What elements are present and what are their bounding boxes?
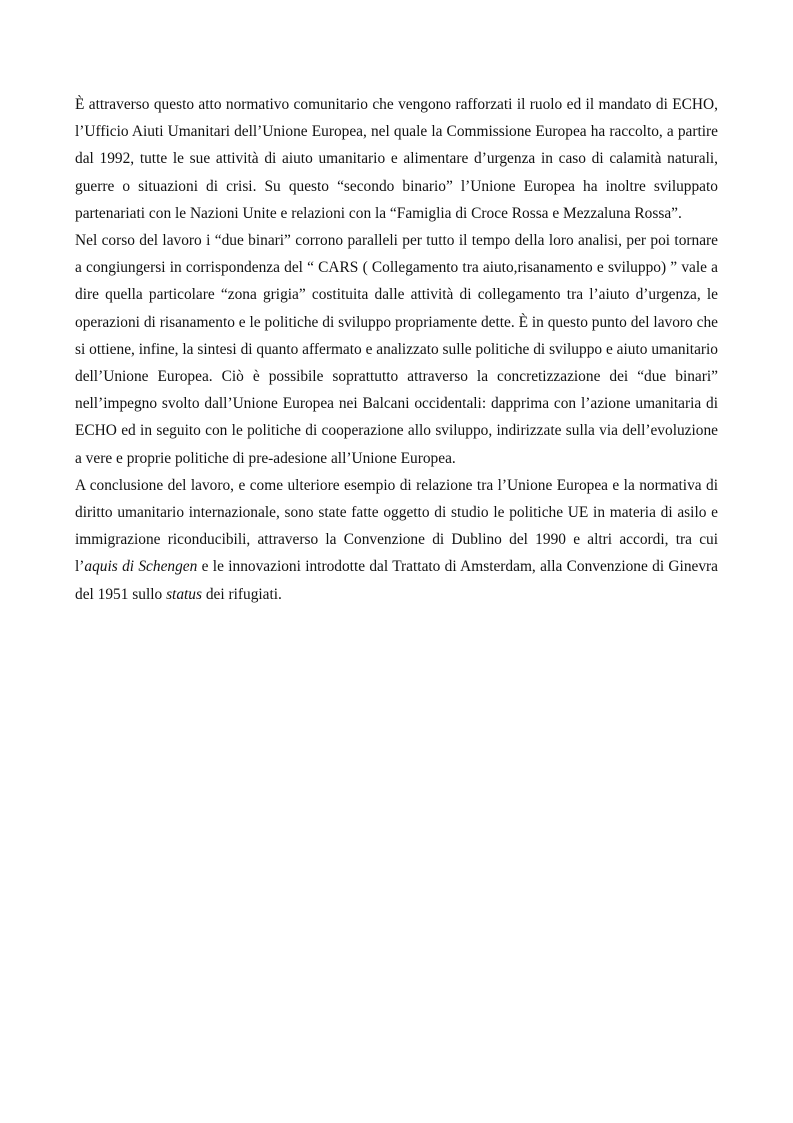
paragraph-text: A conclusione del lavoro, e come ulteriore esempio di relazione tra l’Unione Europea e la normativa di diritto umanitario internazionale, sono state fatte oggetto di studio le politiche UE in materia di asilo e immigrazione riconducibili, attraverso la Convenzione di Dublino del 1990 e altri accordi, tra cui l’: [75, 476, 718, 576]
paragraph-text: Nel corso del lavoro i “due binari” corrono paralleli per tutto il tempo della loro analisi, per poi tornare a congiungersi in corrispondenza del “ CARS ( Collegamento tra aiuto,risanamento e sviluppo) ” vale a dire quella particolare “zona grigia” costituita dalle attività di collegamento tra l’aiuto d’urgenza, le operazioni di risanamento e le politiche di sviluppo propriamente dette. È in questo punto del lavoro che si ottiene, infine, la sintesi di quanto affermato e analizzato sulle politiche di sviluppo e aiuto umanitario dell’Unione Europea. Ciò è possibile soprattutto attraverso la concretizzazione dei “due binari” nell’impegno svolto dall’Unione Europea nei Balcani occidentali: dapprima con l’azione umanitaria di ECHO ed in seguito con le politiche di cooperazione allo sviluppo, indirizzate sulla via dell’evoluzione a vere e proprie politiche di pre-adesione all’Unione Europea.: [75, 232, 718, 467]
document-page: [75, 91, 718, 608]
paragraph-text: È attraverso questo atto normativo comunitario che vengono rafforzati il ruolo ed il mandato di ECHO, l’Ufficio Aiuti Umanitari dell’Unione Europea, nel quale la Commissione Europea ha raccolto, a partire dal 1992, tutte le sue attività di aiuto umanitario e alimentare d’urgenza in caso di calamità naturali, guerre o situazioni di crisi. Su questo “secondo binario” l’Unione Europea ha inoltre sviluppato partenariati con le Nazioni Unite e relazioni con la “Famiglia di Croce Rossa e Mezzaluna Rossa”.: [75, 96, 718, 222]
paragraph-due-binari: [75, 227, 718, 472]
paragraph-text: dei rifugiati.: [201, 585, 282, 603]
paragraph-conclusione: [75, 472, 718, 608]
italic-term-status: status: [166, 585, 202, 603]
paragraph-text: e le innovazioni introdotte dal Trattato di Amsterdam, alla Convenzione di Ginevra del 1951 sullo: [75, 558, 718, 603]
italic-term-schengen: aquis di Schengen: [84, 558, 198, 576]
paragraph-echo: [75, 91, 718, 227]
